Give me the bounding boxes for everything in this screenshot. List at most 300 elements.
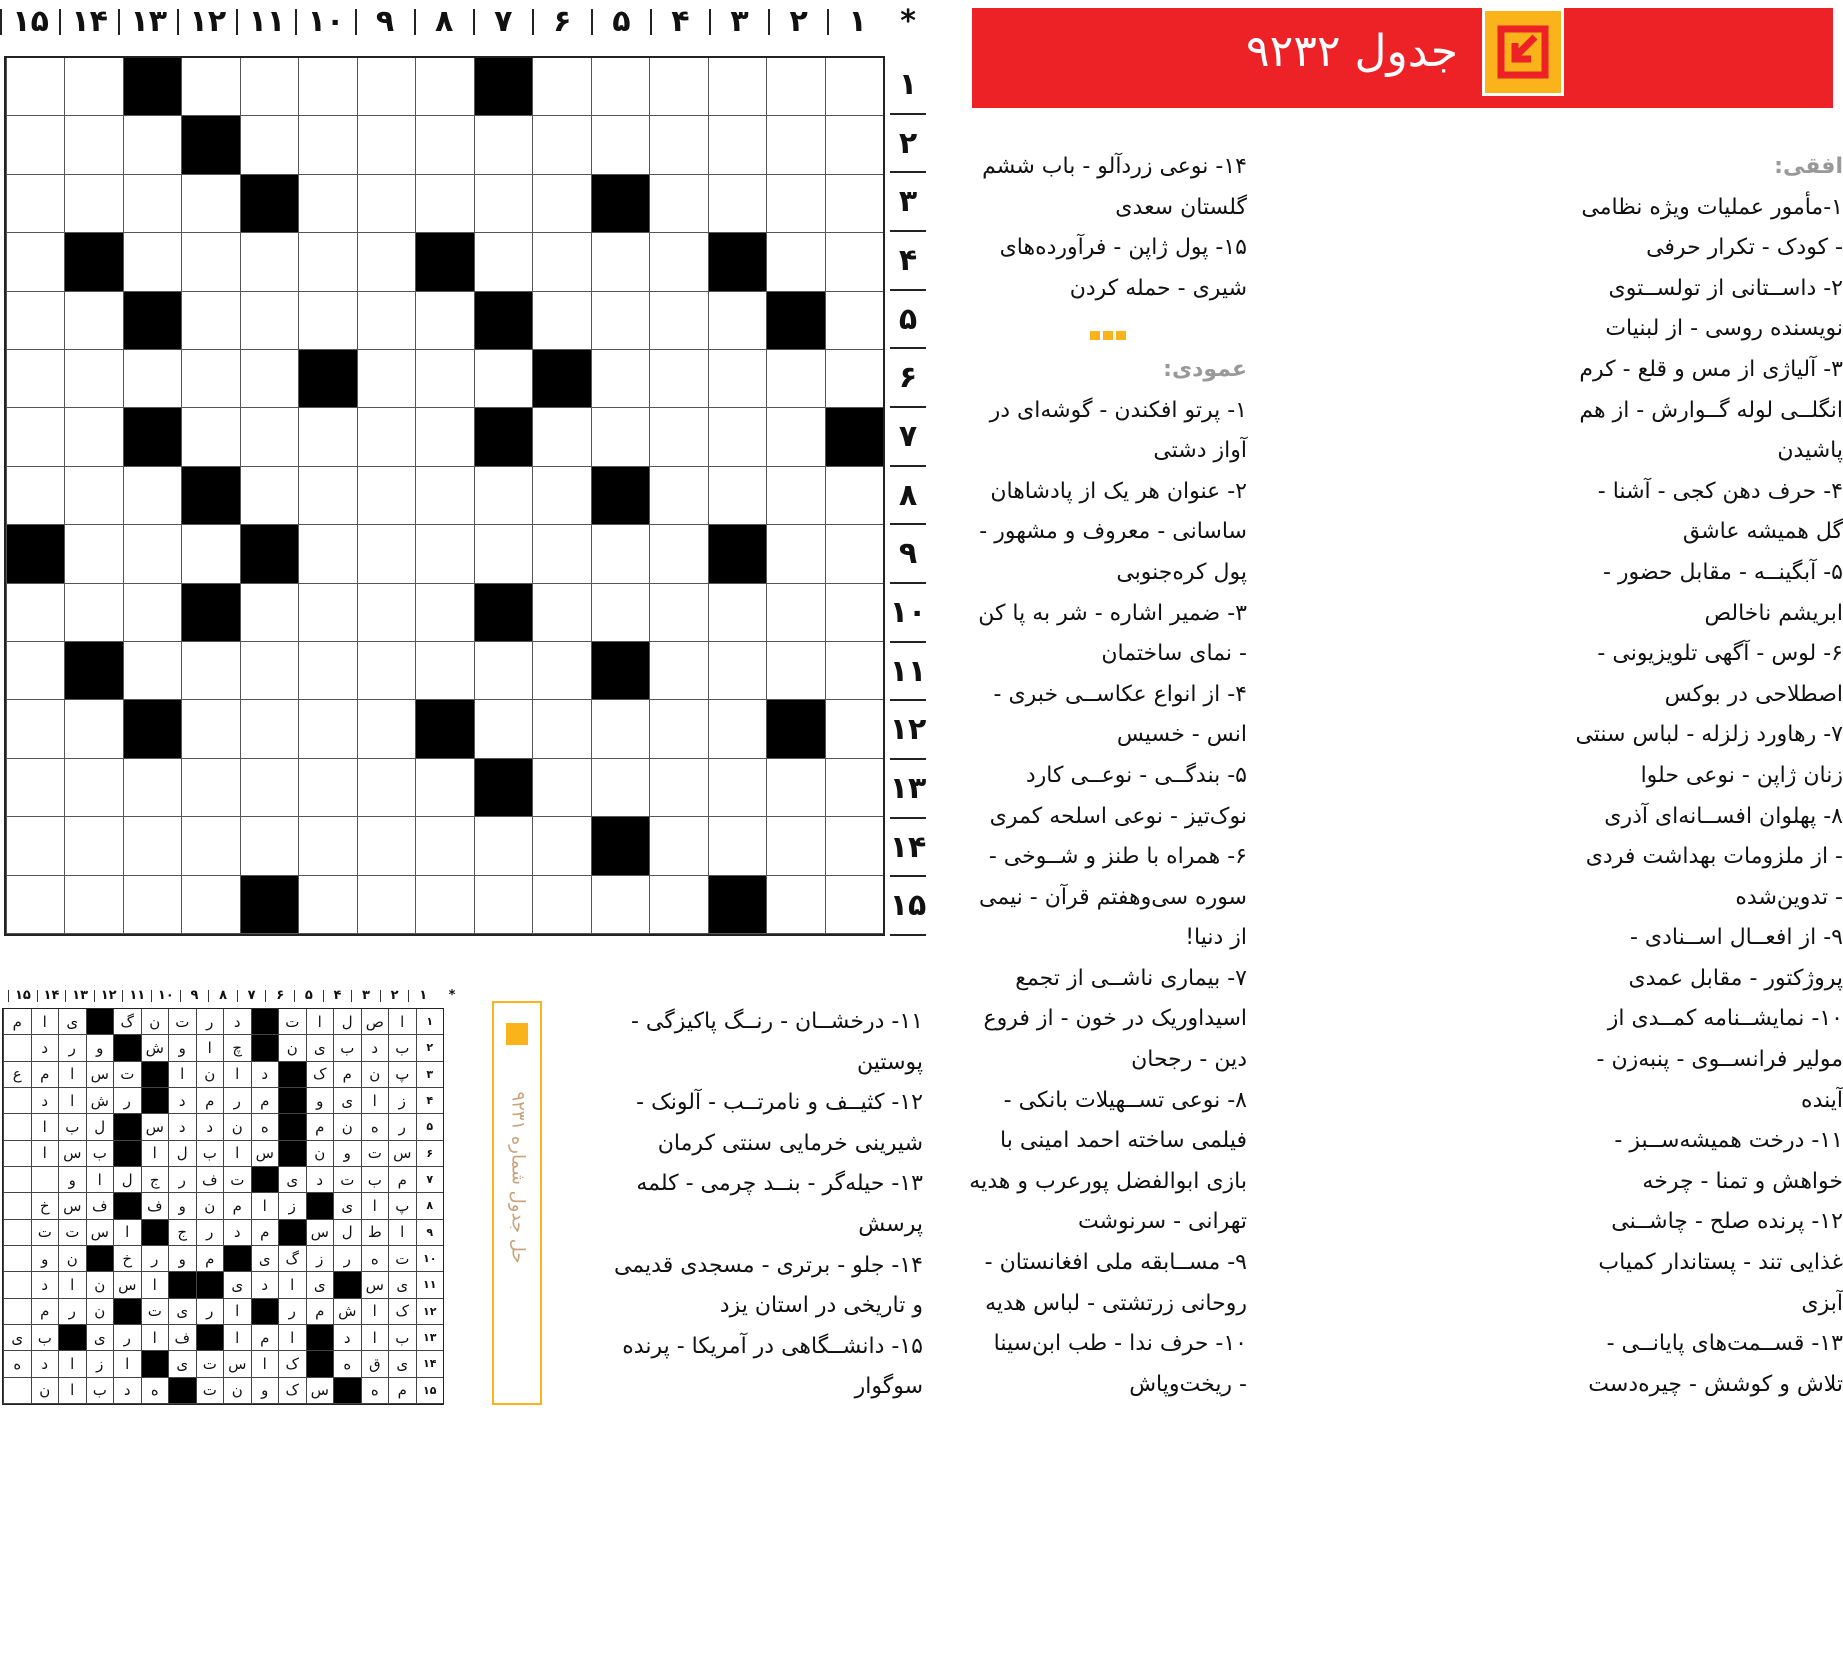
clue-line (975, 309, 1247, 350)
grid-cell[interactable] (474, 175, 532, 233)
grid-cell[interactable] (6, 116, 64, 174)
grid-cell[interactable] (649, 350, 707, 408)
grid-cell[interactable] (591, 292, 649, 350)
grid-cell[interactable] (766, 116, 824, 174)
grid-cell[interactable] (64, 58, 122, 116)
solution-cell: ی (333, 1193, 361, 1219)
grid-cell[interactable] (474, 876, 532, 934)
grid-cell[interactable] (532, 584, 590, 642)
grid-cell[interactable] (825, 467, 883, 525)
clue-line: ۷- بیماری ناشــی از تجمع (1015, 965, 1247, 991)
grid-cell[interactable] (240, 233, 298, 291)
grid-cell[interactable] (123, 817, 181, 875)
solution-cell: ا (31, 1114, 59, 1140)
grid-cell[interactable] (649, 525, 707, 583)
grid-cell[interactable] (474, 642, 532, 700)
clue-line: گلستان سعدی (1115, 194, 1247, 220)
grid-cell[interactable] (825, 642, 883, 700)
grid-cell[interactable] (825, 817, 883, 875)
grid-cell[interactable] (357, 58, 415, 116)
solution-cell: س (58, 1141, 86, 1167)
solution-label-box (492, 1001, 542, 1405)
grid-cell[interactable] (532, 58, 590, 116)
grid-cell[interactable] (181, 759, 239, 817)
row-number: ۱ (890, 56, 926, 115)
solution-cell: ا (361, 1325, 389, 1351)
grid-cell[interactable] (532, 408, 590, 466)
grid-cell[interactable] (649, 292, 707, 350)
row-number: ۲ (890, 115, 926, 174)
solution-cell: ا (31, 1009, 59, 1035)
grid-cell-black (123, 408, 181, 466)
column-number: ۱۴ (59, 9, 118, 35)
grid-cell[interactable] (825, 525, 883, 583)
clue-line: فیلمی ساخته احمد امینی با (1000, 1128, 1247, 1154)
grid-cell[interactable] (766, 817, 824, 875)
solution-cell: و (168, 1035, 196, 1061)
solution-cell: ه (3, 1351, 31, 1377)
grid-cell[interactable] (64, 350, 122, 408)
grid-cell[interactable] (708, 700, 766, 758)
solution-row-number: ۱۴ (416, 1351, 444, 1377)
grid-cell[interactable] (766, 642, 824, 700)
solution-cell: خ (31, 1193, 59, 1219)
grid-cell[interactable] (591, 233, 649, 291)
grid-cell[interactable] (474, 467, 532, 525)
grid-cell[interactable] (298, 408, 356, 466)
grid-cell[interactable] (649, 58, 707, 116)
solution-column-number: ۸ (208, 990, 237, 1002)
solution-cell-black (113, 1114, 141, 1140)
grid-cell[interactable] (64, 175, 122, 233)
grid-cell[interactable] (181, 876, 239, 934)
grid-cell[interactable] (766, 408, 824, 466)
grid-cell[interactable] (708, 116, 766, 174)
grid-cell[interactable] (649, 642, 707, 700)
grid-cell[interactable] (298, 642, 356, 700)
grid-cell[interactable] (357, 467, 415, 525)
grid-cell[interactable] (825, 233, 883, 291)
grid-cell[interactable] (825, 116, 883, 174)
grid-cell[interactable] (6, 350, 64, 408)
grid-cell[interactable] (298, 876, 356, 934)
grid-cell[interactable] (298, 584, 356, 642)
solution-cell-black (141, 1351, 169, 1377)
grid-cell[interactable] (649, 876, 707, 934)
grid-cell[interactable] (825, 584, 883, 642)
grid-cell[interactable] (123, 876, 181, 934)
grid-cell[interactable] (123, 233, 181, 291)
grid-cell[interactable] (181, 233, 239, 291)
grid-cell[interactable] (649, 700, 707, 758)
solution-column-number: ۱۴ (37, 990, 66, 1002)
grid-cell[interactable] (123, 759, 181, 817)
solution-row-number: ۵ (416, 1114, 444, 1140)
grid-cell[interactable] (181, 292, 239, 350)
solution-cell-black (251, 1009, 279, 1035)
grid-cell[interactable] (415, 350, 473, 408)
grid-cell[interactable] (298, 759, 356, 817)
grid-cell[interactable] (532, 759, 590, 817)
grid-cell[interactable] (64, 525, 122, 583)
grid-cell[interactable] (766, 350, 824, 408)
column-number: ۱۲ (177, 9, 236, 35)
solution-cell: ف (196, 1167, 224, 1193)
grid-cell[interactable] (357, 233, 415, 291)
clue-line: تهرانی - سرنوشت (1078, 1209, 1247, 1235)
grid-cell[interactable] (591, 700, 649, 758)
clue-line: ۸- نوعی تســهیلات بانکی - (1003, 1087, 1247, 1113)
grid-cell[interactable] (6, 408, 64, 466)
grid-cell[interactable] (415, 58, 473, 116)
solution-cell: ن (223, 1378, 251, 1404)
grid-cell[interactable] (415, 525, 473, 583)
grid-cell[interactable] (357, 759, 415, 817)
grid-cell[interactable] (64, 759, 122, 817)
solution-cell-black (306, 1351, 334, 1377)
column-number: ۱۱ (236, 9, 295, 35)
row-numbers (890, 56, 926, 936)
grid-cell[interactable] (766, 233, 824, 291)
solution-cell: ر (333, 1246, 361, 1272)
grid-cell[interactable] (415, 467, 473, 525)
grid-cell[interactable] (240, 642, 298, 700)
grid-cell[interactable] (357, 408, 415, 466)
grid-cell[interactable] (357, 292, 415, 350)
grid-cell[interactable] (123, 467, 181, 525)
solution-cell-black (113, 1035, 141, 1061)
grid-cell[interactable] (298, 233, 356, 291)
grid-cell[interactable] (64, 116, 122, 174)
grid-cell[interactable] (474, 700, 532, 758)
grid-cell[interactable] (532, 700, 590, 758)
solution-cell: ر (113, 1325, 141, 1351)
solution-cell: ب (31, 1325, 59, 1351)
grid-cell[interactable] (532, 292, 590, 350)
grid-cell[interactable] (532, 175, 590, 233)
solution-cell: ی (168, 1299, 196, 1325)
clue-line: خواهش و تمنا - چرخه (1642, 1168, 1843, 1194)
grid-cell[interactable] (298, 292, 356, 350)
grid-cell[interactable] (766, 759, 824, 817)
clue-line: از دنیا! (1185, 925, 1247, 951)
solution-cell: ت (223, 1167, 251, 1193)
grid-cell[interactable] (357, 525, 415, 583)
solution-cell (3, 1141, 31, 1167)
solution-cell: ت (196, 1378, 224, 1404)
grid-cell[interactable] (591, 876, 649, 934)
clue-line: - کودک - تکرار حرفی (1646, 235, 1843, 261)
solution-cell: ر (196, 1299, 224, 1325)
grid-cell[interactable] (64, 408, 122, 466)
solution-cell: ا (278, 1325, 306, 1351)
solution-cell (31, 1167, 59, 1193)
grid-cell[interactable] (708, 350, 766, 408)
solution-cell: ر (141, 1246, 169, 1272)
grid-cell[interactable] (181, 175, 239, 233)
grid-cell[interactable] (591, 58, 649, 116)
grid-cell[interactable] (532, 233, 590, 291)
grid-cell[interactable] (357, 700, 415, 758)
grid-cell[interactable] (240, 58, 298, 116)
grid-cell[interactable] (532, 467, 590, 525)
clue-heading: افقی: (1774, 154, 1843, 179)
grid-cell-black (766, 700, 824, 758)
grid-cell[interactable] (357, 584, 415, 642)
grid-cell[interactable] (64, 292, 122, 350)
grid-cell[interactable] (708, 292, 766, 350)
grid-cell[interactable] (649, 584, 707, 642)
solution-cell-black (278, 1114, 306, 1140)
grid-cell[interactable] (64, 876, 122, 934)
grid-cell[interactable] (6, 233, 64, 291)
grid-cell[interactable] (6, 467, 64, 525)
grid-cell[interactable] (357, 642, 415, 700)
corner-star: * (900, 4, 916, 39)
grid-cell[interactable] (708, 817, 766, 875)
grid-cell[interactable] (708, 467, 766, 525)
grid-cell[interactable] (532, 642, 590, 700)
row-number: ۴ (890, 232, 926, 291)
grid-cell[interactable] (240, 408, 298, 466)
grid-cell[interactable] (64, 467, 122, 525)
grid-cell[interactable] (591, 759, 649, 817)
grid-cell[interactable] (649, 233, 707, 291)
grid-cell[interactable] (64, 817, 122, 875)
grid-cell[interactable] (298, 525, 356, 583)
grid-cell[interactable] (474, 525, 532, 583)
grid-cell[interactable] (415, 175, 473, 233)
solution-cell: ز (278, 1193, 306, 1219)
grid-cell[interactable] (415, 584, 473, 642)
grid-cell[interactable] (766, 584, 824, 642)
solution-cell (3, 1272, 31, 1298)
solution-cell: ر (388, 1114, 416, 1140)
clue-line: تلاش و کوشش - چیره‌دست (1588, 1371, 1843, 1397)
grid-cell[interactable] (64, 584, 122, 642)
grid-cell[interactable] (6, 817, 64, 875)
grid-cell-black (708, 233, 766, 291)
grid-cell[interactable] (708, 584, 766, 642)
grid-cell[interactable] (766, 467, 824, 525)
solution-cell: ق (361, 1351, 389, 1377)
clue-line: - تدوین‌شده (1735, 884, 1843, 910)
grid-cell[interactable] (415, 292, 473, 350)
grid-cell[interactable] (6, 642, 64, 700)
row-number: ۷ (890, 408, 926, 467)
clue-line: بازی ابوالفضل پورعرب و هدیه (969, 1168, 1247, 1194)
grid-cell[interactable] (181, 58, 239, 116)
solution-cell: ی (278, 1167, 306, 1193)
grid-cell[interactable] (181, 408, 239, 466)
grid-cell[interactable] (298, 116, 356, 174)
grid-cell[interactable] (649, 759, 707, 817)
grid-cell[interactable] (181, 642, 239, 700)
clue-line: نوک‌تیز - نوعی اسلحه کمری (989, 803, 1247, 829)
grid-cell[interactable] (181, 700, 239, 758)
solution-row-number: ۴ (416, 1088, 444, 1114)
grid-cell[interactable] (532, 525, 590, 583)
grid-cell[interactable] (298, 700, 356, 758)
clue-line: ۱-مأمور عملیات ویژه نظامی (1581, 194, 1843, 220)
solution-cell: ا (361, 1193, 389, 1219)
grid-cell[interactable] (766, 175, 824, 233)
grid-cell[interactable] (415, 817, 473, 875)
grid-cell[interactable] (181, 817, 239, 875)
clue-line: - از ملزومات بهداشت فردی (1585, 844, 1843, 870)
solution-cell-black (113, 1141, 141, 1167)
solution-cell: ا (141, 1325, 169, 1351)
grid-cell[interactable] (357, 876, 415, 934)
solution-corner-star: * (448, 988, 456, 1003)
solution-cell (3, 1193, 31, 1219)
grid-cell[interactable] (415, 642, 473, 700)
grid-cell[interactable] (415, 759, 473, 817)
grid-cell[interactable] (708, 175, 766, 233)
grid-cell[interactable] (298, 817, 356, 875)
grid-cell[interactable] (825, 759, 883, 817)
grid-cell[interactable] (240, 817, 298, 875)
solution-cell: پ (388, 1193, 416, 1219)
solution-cell: ا (58, 1272, 86, 1298)
solution-cell: ا (168, 1062, 196, 1088)
grid-cell[interactable] (766, 58, 824, 116)
grid-cell[interactable] (240, 116, 298, 174)
grid-cell[interactable] (6, 759, 64, 817)
grid-cell[interactable] (825, 350, 883, 408)
grid-cell[interactable] (298, 58, 356, 116)
solution-row-number: ۹ (416, 1220, 444, 1246)
grid-cell[interactable] (240, 759, 298, 817)
clue-line: - ریخت‌وپاش (1129, 1371, 1247, 1397)
grid-cell[interactable] (181, 525, 239, 583)
grid-cell[interactable] (532, 876, 590, 934)
grid-cell[interactable] (6, 58, 64, 116)
grid-cell[interactable] (6, 876, 64, 934)
solution-cell: ا (58, 1351, 86, 1377)
grid-cell[interactable] (591, 525, 649, 583)
grid-cell[interactable] (123, 116, 181, 174)
solution-cell: م (388, 1167, 416, 1193)
grid-cell-black (181, 584, 239, 642)
grid-cell[interactable] (474, 233, 532, 291)
title-bar (972, 8, 1833, 108)
grid-cell[interactable] (357, 116, 415, 174)
clue-line: ۱۵- پول ژاپن - فرآورده‌های (999, 235, 1247, 261)
grid-cell[interactable] (357, 175, 415, 233)
solution-cell: و (306, 1088, 334, 1114)
grid-cell[interactable] (123, 350, 181, 408)
grid-cell[interactable] (415, 876, 473, 934)
grid-cell[interactable] (591, 350, 649, 408)
grid-cell[interactable] (123, 584, 181, 642)
grid-cell[interactable] (298, 467, 356, 525)
clue-line: ۹- مســابقه ملی افغانستان - (984, 1250, 1247, 1276)
grid-cell[interactable] (415, 408, 473, 466)
solution-cell: ب (333, 1035, 361, 1061)
grid-cell[interactable] (6, 584, 64, 642)
column-number: ۱۵ (0, 9, 59, 35)
grid-cell[interactable] (357, 817, 415, 875)
grid-cell[interactable] (591, 584, 649, 642)
grid-cell[interactable] (240, 292, 298, 350)
grid-cell[interactable] (649, 175, 707, 233)
solution-cell: ا (388, 1009, 416, 1035)
clue-line: ۱- پرتو افکندن - گوشه‌ای در (989, 397, 1247, 423)
grid-cell[interactable] (591, 116, 649, 174)
grid-cell[interactable] (825, 292, 883, 350)
solution-cell: م (223, 1193, 251, 1219)
grid-cell[interactable] (825, 175, 883, 233)
grid-cell[interactable] (6, 175, 64, 233)
solution-cell: ا (223, 1141, 251, 1167)
grid-cell[interactable] (6, 292, 64, 350)
solution-cell: ر (196, 1009, 224, 1035)
grid-cell[interactable] (474, 817, 532, 875)
grid-cell[interactable] (708, 408, 766, 466)
grid-cell[interactable] (591, 408, 649, 466)
grid-cell[interactable] (123, 525, 181, 583)
grid-cell[interactable] (649, 817, 707, 875)
solution-cell-black (306, 1193, 334, 1219)
grid-cell[interactable] (474, 350, 532, 408)
row-number: ۱۱ (890, 643, 926, 702)
solution-title: حل جدول شماره ۹۲۳۱ (507, 1091, 529, 1264)
grid-cell[interactable] (825, 700, 883, 758)
grid-cell[interactable] (240, 467, 298, 525)
grid-cell[interactable] (649, 408, 707, 466)
grid-cell[interactable] (766, 525, 824, 583)
grid-cell[interactable] (240, 700, 298, 758)
grid-cell[interactable] (415, 116, 473, 174)
grid-cell[interactable] (708, 58, 766, 116)
solution-cell: ر (58, 1035, 86, 1061)
grid-cell[interactable] (649, 467, 707, 525)
grid-cell[interactable] (532, 817, 590, 875)
solution-cell: ا (141, 1141, 169, 1167)
grid-cell[interactable] (649, 116, 707, 174)
solution-cell: ع (3, 1062, 31, 1088)
grid-cell[interactable] (825, 876, 883, 934)
grid-cell[interactable] (532, 116, 590, 174)
solution-cell: ت (168, 1009, 196, 1035)
grid-cell[interactable] (64, 700, 122, 758)
grid-cell[interactable] (357, 350, 415, 408)
solution-column-number: ۲ (380, 990, 409, 1002)
grid-cell[interactable] (240, 584, 298, 642)
solution-cell: م (388, 1378, 416, 1404)
grid-cell[interactable] (708, 642, 766, 700)
solution-cell-black (278, 1220, 306, 1246)
grid-cell[interactable] (181, 350, 239, 408)
grid-cell[interactable] (825, 58, 883, 116)
grid-cell[interactable] (240, 350, 298, 408)
clue-line: ۸- پهلوان افســانه‌ای آذری (1604, 803, 1843, 829)
solution-cell: ت (361, 1141, 389, 1167)
grid-cell[interactable] (6, 700, 64, 758)
grid-cell[interactable] (474, 116, 532, 174)
grid-cell[interactable] (708, 759, 766, 817)
solution-cell: د (223, 1009, 251, 1035)
solution-cell: ب (86, 1141, 114, 1167)
grid-cell[interactable] (766, 876, 824, 934)
grid-cell-black (181, 116, 239, 174)
solution-column-number: ۵ (294, 990, 323, 1002)
grid-cell[interactable] (123, 642, 181, 700)
solution-cell: د (31, 1035, 59, 1061)
grid-cell[interactable] (123, 175, 181, 233)
grid-cell[interactable] (298, 175, 356, 233)
